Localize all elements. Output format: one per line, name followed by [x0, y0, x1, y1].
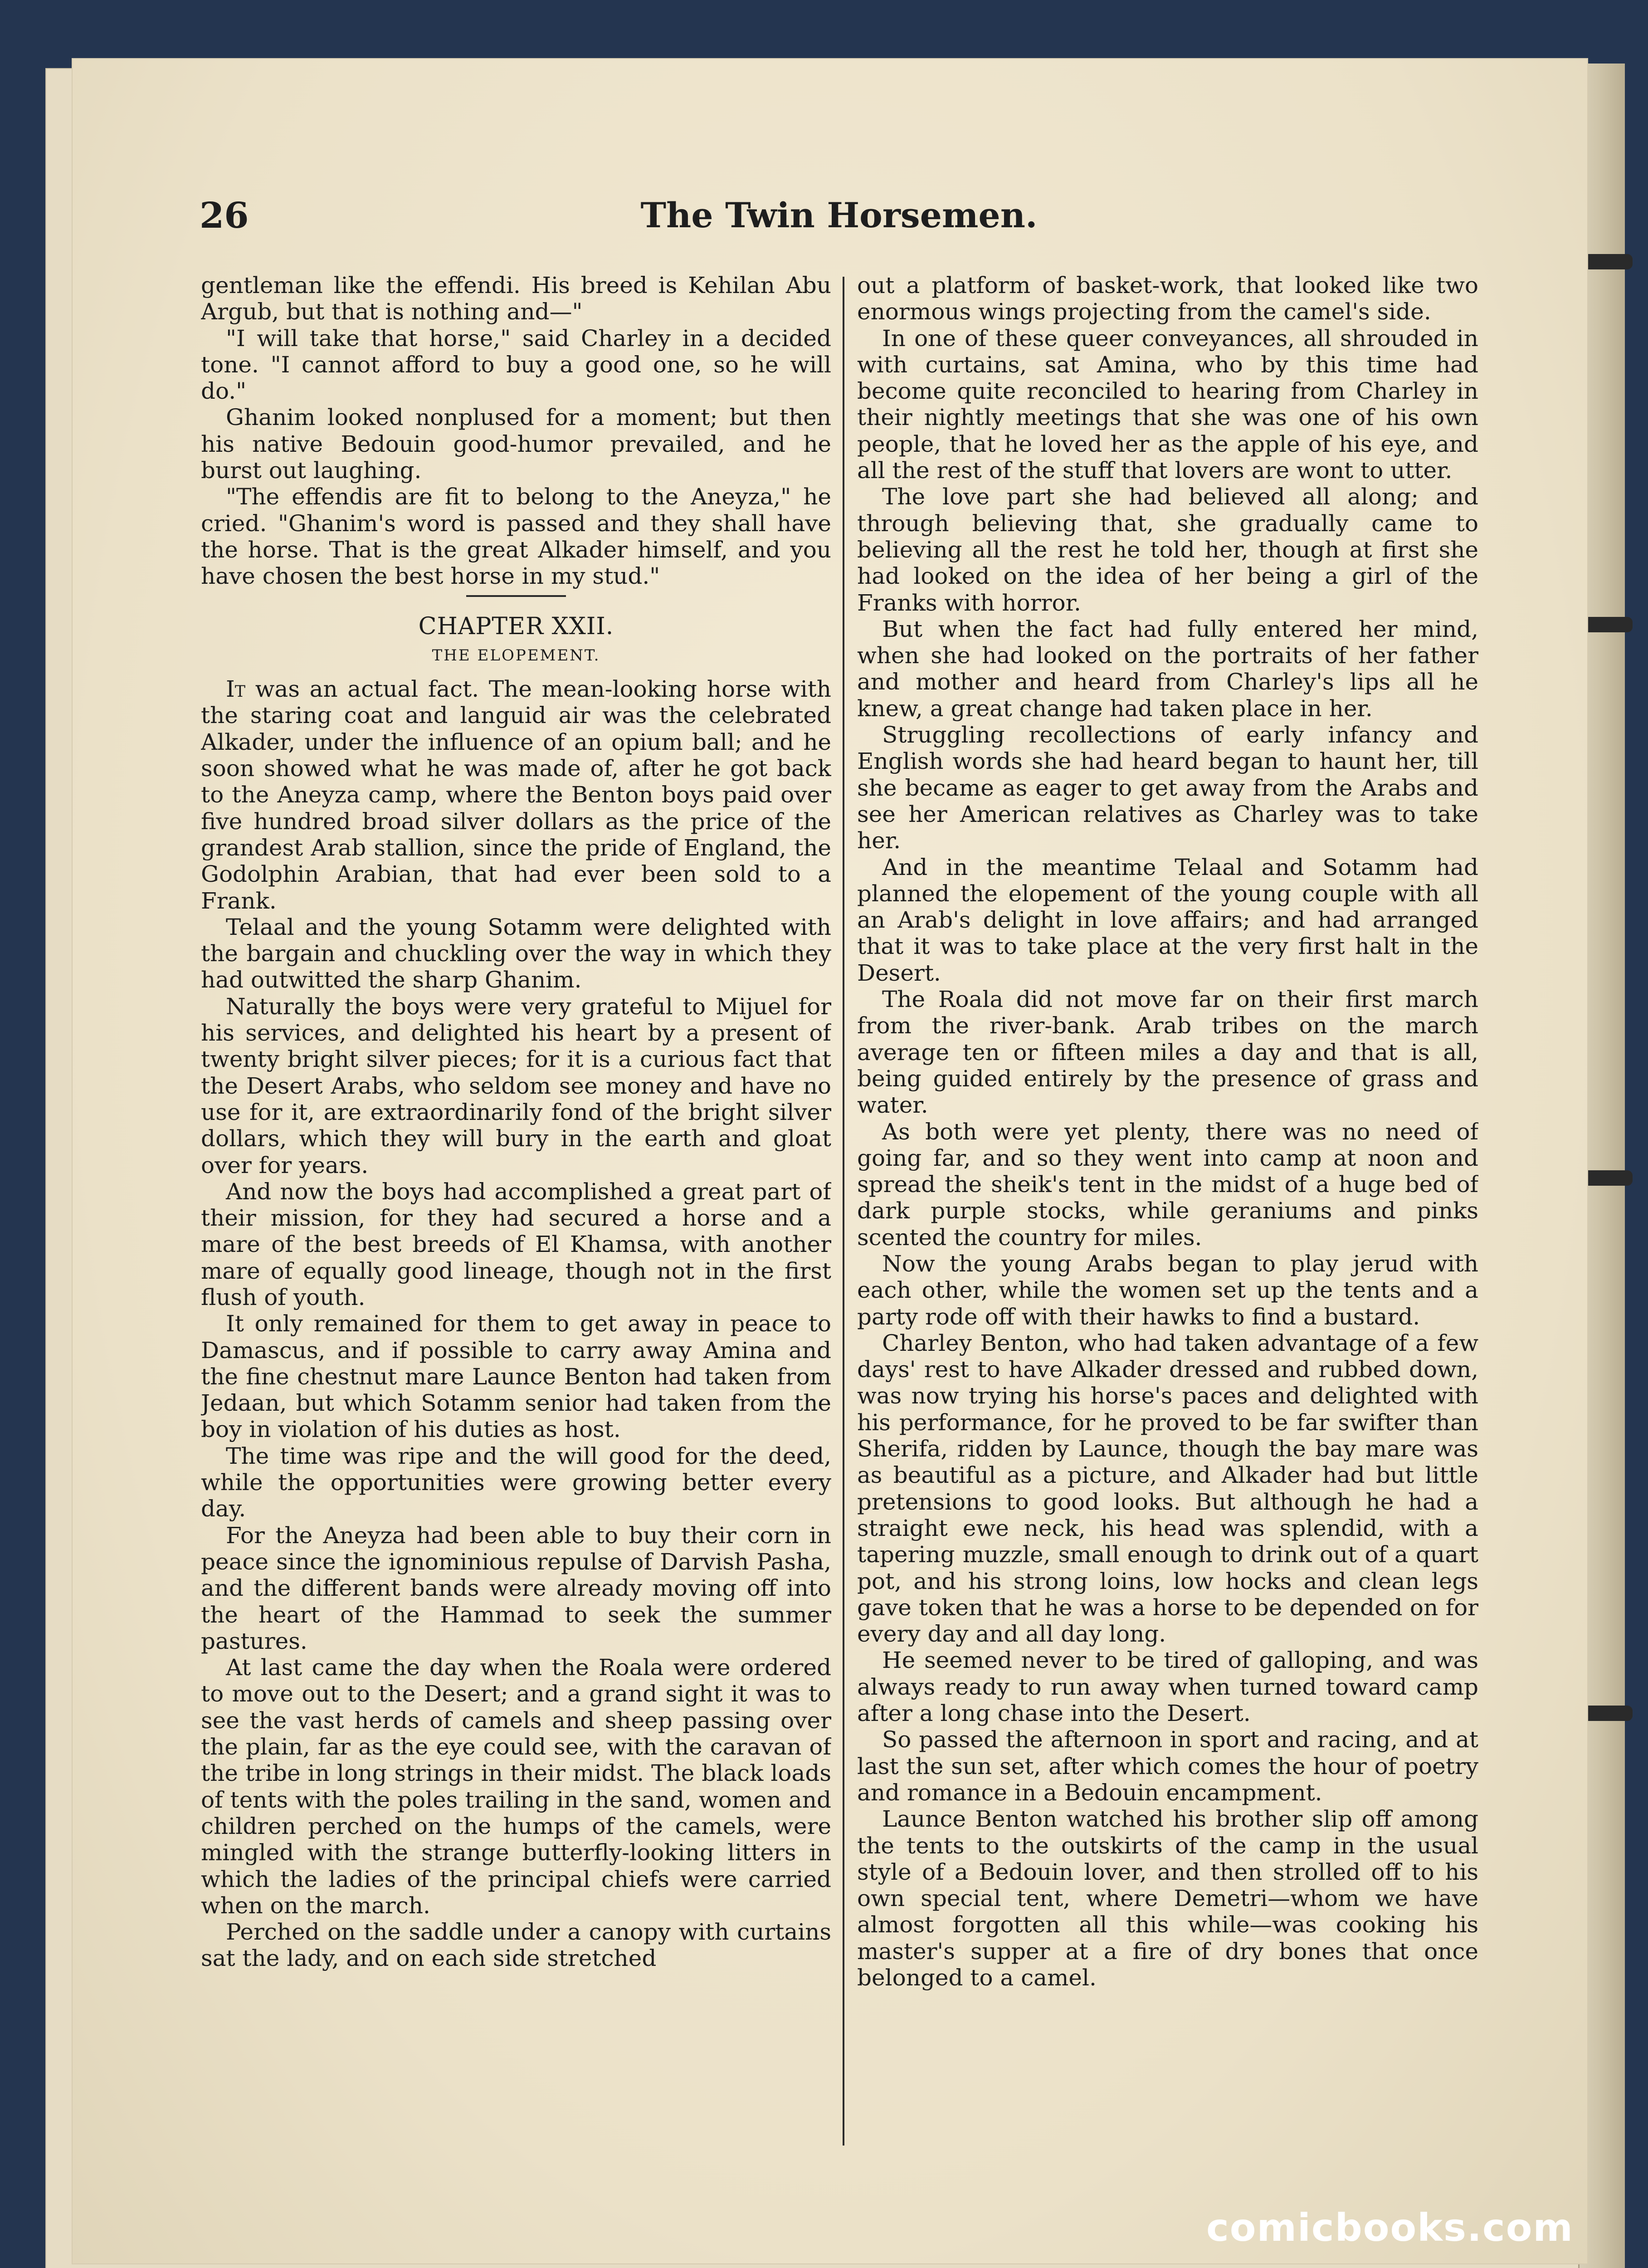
opening-word: It — [226, 676, 246, 703]
running-head — [200, 195, 1478, 245]
paragraph: gentleman like the effendi. His breed is Kehilan Abu Argub, but that is nothing and—" — [201, 272, 831, 325]
paragraph: Now the young Arabs began to play jerud with each other, while the women set up the tents and a party rode off with their hawks to find a bustard. — [857, 1250, 1478, 1330]
paragraph: Telaal and the young Sotamm were delighted with the bargain and chuckling over the way in which they had outwitted the sharp Ghanim. — [201, 914, 831, 993]
chapter-divider — [466, 595, 566, 597]
paragraph: For the Aneyza had been able to buy their corn in peace since the ignominious repulse of Darvish Pasha, and the different bands were already moving off into the heart of the Hammad to seek the summer pastures. — [201, 1522, 831, 1654]
paragraph: Perched on the saddle under a canopy with curtains sat the lady, and on each side stretched — [201, 1919, 831, 1972]
page-number: 26 — [200, 195, 249, 236]
paragraph: In one of these queer conveyances, all shrouded in with curtains, sat Amina, who by this time had become quite reconciled to hearing from Charley in their nightly meetings that she was one of his own people, that he loved her as the apple of his eye, and all the rest of the stuff that lovers are wont to utter. — [857, 325, 1478, 484]
watermark-text: comicbooks.com — [1206, 2205, 1574, 2250]
paragraph: But when the fact had fully entered her mind, when she had looked on the portraits of her father and mother and heard from Charley's lips all he knew, a great change had taken place in her. — [857, 616, 1478, 722]
opening-text: was an actual fact. The mean-looking horse with the staring coat and languid air was the celebrated Alkader, under the influence of an opium ball; and he soon showed what he was made of, after he got back to the Aneyza camp, where the Benton boys paid over five hundred broad silver dollars as the price of the grandest Arab stallion, since the pride of England, the Godolphin Arabian, that had ever been sold to a Frank. — [201, 676, 831, 914]
paragraph: And now the boys had accomplished a great part of their mission, for they had secured a horse and a mare of the best breeds of El Khamsa, with another mare of equally good lineage, though not in the first flush of youth. — [201, 1178, 831, 1310]
paragraph: Ghanim looked nonplused for a moment; but then his native Bedouin good-humor prevailed, and he burst out laughing. — [201, 404, 831, 484]
paragraph: Launce Benton watched his brother slip off among the tents to the outskirts of the camp in the usual style of a Bedouin lover, and then strolled off to his own special tent, where Demetri—whom we have almost forgotten all this while—was cooking his master's supper at a fire of dry bones that once belonged to a camel. — [857, 1806, 1478, 1991]
paragraph: The time was ripe and the will good for the deed, while the opportunities were growing better every day. — [201, 1442, 831, 1522]
paragraph: The love part she had believed all along; and through believing that, she gradually came to believing all the rest he told her, though at first she had looked on the idea of her being a girl of the Franks with horror. — [857, 484, 1478, 616]
chapter-opening-paragraph — [201, 676, 831, 914]
paragraph: As both were yet plenty, there was no need of going far, and so they went into camp at noon and spread the sheik's tent in the midst of a huge bed of dark purple stocks, while geraniums and pinks scented the country for miles. — [857, 1118, 1478, 1251]
book-title: The Twin Horsemen. — [640, 195, 1038, 235]
left-column — [201, 272, 831, 2159]
paragraph: At last came the day when the Roala were ordered to move out to the Desert; and a grand sight it was to see the vast herds of camels and sheep passing over the plain, far as the eye could see, with the caravan of the tribe in long strings in their midst. The black loads of tents with the poles trailing in the sand, women and children perched on the humps of the camels, were mingled with the strange butterfly-looking litters in which the ladies of the principal chiefs were carried when on the march. — [201, 1654, 831, 1919]
right-column — [857, 272, 1478, 2159]
paragraph: The Roala did not move far on their first march from the river-bank. Arab tribes on the march average ten or fifteen miles a day and that is all, being guided entirely by the presence of grass and water. — [857, 986, 1478, 1119]
paragraph: "The effendis are fit to belong to the Aneyza," he cried. "Ghanim's word is passed and they shall have the horse. That is the great Alkader himself, and you have chosen the best horse in my stud." — [201, 484, 831, 590]
paragraph: Struggling recollections of early infancy and English words she had heard began to haunt her, till she became as eager to get away from the Arabs and see her American relatives as Charley was to take her. — [857, 722, 1478, 854]
paragraph: out a platform of basket-work, that looked like two enormous wings projecting from the camel's side. — [857, 272, 1478, 325]
paragraph: And in the meantime Telaal and Sotamm had planned the elopement of the young couple with all an Arab's delight in love affairs; and had arranged that it was to take place at the very first halt in the Desert. — [857, 854, 1478, 986]
paragraph: "I will take that horse," said Charley in a decided tone. "I cannot afford to buy a good one, so he will do." — [201, 325, 831, 405]
chapter-subtitle: THE ELOPEMENT. — [432, 646, 600, 665]
column-rule — [843, 277, 844, 2146]
paragraph: It only remained for them to get away in peace to Damascus, and if possible to carry away Amina and the fine chestnut mare Launce Benton had taken from Jedaan, but which Sotamm senior had taken from the boy in violation of his duties as host. — [201, 1310, 831, 1443]
chapter-title: CHAPTER XXII. — [418, 612, 614, 640]
paragraph: So passed the afternoon in sport and racing, and at last the sun set, after which comes the hour of poetry and romance in a Bedouin encampment. — [857, 1726, 1478, 1806]
paragraph: Naturally the boys were very grateful to Mijuel for his services, and delighted his heart by a present of twenty bright silver pieces; for it is a curious fact that the Desert Arabs, who seldom see money and have no use for it, are extraordinarily fond of the bright silver dollars, which they will bury in the earth and gloat over for years. — [201, 993, 831, 1178]
paragraph: Charley Benton, who had taken advantage of a few days' rest to have Alkader dressed and rubbed down, was now trying his horse's paces and delighted with his performance, for he proved to be far swifter than Sherifa, ridden by Launce, though the bay mare was as beautiful as a picture, and Alkader had but little pretensions to good looks. But although he had a straight ewe neck, his head was splendid, with a tapering muzzle, small enough to drink out of a quart pot, and his strong loins, low hocks and clean legs gave token that he was a horse to be depended on for every day and all day long. — [857, 1330, 1478, 1647]
paragraph: He seemed never to be tired of galloping, and was always ready to run away when turned toward camp after a long chase into the Desert. — [857, 1647, 1478, 1727]
